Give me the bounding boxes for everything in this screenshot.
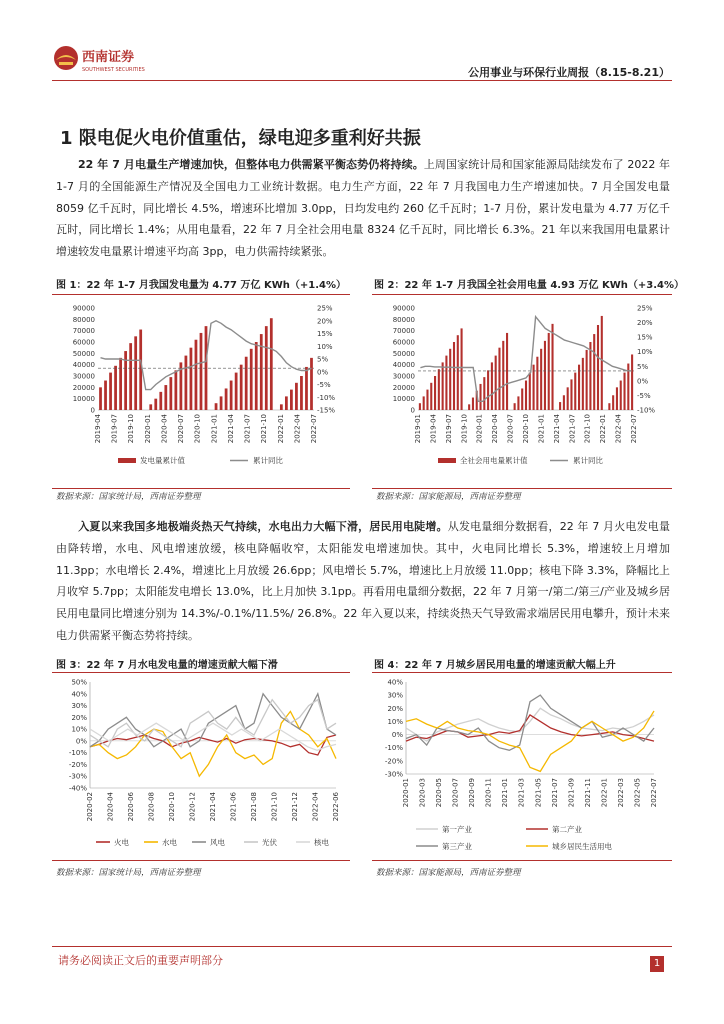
page-number: 1 <box>650 956 664 972</box>
y-tick-label: -30% <box>68 772 87 781</box>
bar <box>164 385 167 410</box>
y-tick-label: 10% <box>71 725 87 734</box>
x-tick-label: 2019-07 <box>444 414 453 444</box>
x-tick-label: 2021-01 <box>537 414 546 444</box>
fig1-bottom-rule <box>52 488 350 489</box>
y-tick-label: 0% <box>75 737 87 746</box>
y2-tick-label: 10% <box>637 348 653 357</box>
bar <box>300 376 303 410</box>
x-tick-label: 2020-04 <box>160 414 169 444</box>
bar <box>563 395 565 410</box>
y-tick-label: 40% <box>387 678 403 687</box>
x-tick-label: 2019-04 <box>94 414 102 444</box>
bar <box>495 356 497 410</box>
x-tick-label: 2020-03 <box>418 778 427 808</box>
bar <box>517 396 519 410</box>
x-tick-label: 2022-04 <box>293 414 302 444</box>
y-tick-label: 40000 <box>392 361 415 370</box>
logo-text: 西南证券 <box>82 50 135 65</box>
y2-tick-label: 20% <box>317 317 333 326</box>
y-tick-label: 0 <box>90 406 95 415</box>
x-tick-label: 2019-04 <box>429 414 438 444</box>
bar <box>149 404 152 410</box>
y2-tick-label: -10% <box>637 406 656 415</box>
paragraph-2 <box>56 516 670 647</box>
x-tick-label: 2021-10 <box>270 792 279 822</box>
bar <box>487 370 489 410</box>
bar <box>536 357 538 410</box>
y2-tick-label: 20% <box>637 319 653 328</box>
x-tick-label: 2021-06 <box>229 792 238 822</box>
y-tick-label: 80000 <box>392 315 415 324</box>
bar <box>442 362 444 410</box>
fig2-rule <box>372 294 672 295</box>
bar <box>445 356 447 410</box>
bar <box>200 333 203 410</box>
y2-tick-label: 15% <box>637 333 653 342</box>
bar <box>290 390 293 410</box>
legend-label-line: 累计同比 <box>573 456 603 465</box>
x-tick-label: 2020-01 <box>475 414 484 444</box>
fig3-source: 数据来源：国家统计局，西南证券整理 <box>56 868 201 878</box>
legend-swatch-bar <box>438 458 456 463</box>
y2-tick-label: 5% <box>317 355 329 364</box>
y-tick-label: -20% <box>68 760 87 769</box>
y-tick-label: 60000 <box>392 338 415 347</box>
bar <box>506 333 508 410</box>
x-tick-label: 2020-07 <box>506 414 515 444</box>
bar <box>521 388 523 410</box>
y2-tick-label: 10% <box>317 342 333 351</box>
y-tick-label: -20% <box>384 757 403 766</box>
x-tick-label: 2022-03 <box>616 778 625 808</box>
legend-label: 火电 <box>114 838 129 847</box>
bar <box>305 367 308 410</box>
bar <box>169 377 172 410</box>
x-tick-label: 2022-01 <box>600 778 609 808</box>
x-tick-label: 2020-10 <box>168 792 176 822</box>
bar <box>310 358 313 410</box>
bar <box>608 403 610 410</box>
bar <box>551 324 553 410</box>
bar <box>280 404 283 410</box>
x-tick-label: 2021-01 <box>210 414 219 444</box>
bar <box>114 366 117 410</box>
x-tick-label: 2020-06 <box>127 792 135 822</box>
y-tick-label: 70000 <box>392 327 415 336</box>
x-tick-label: 2020-11 <box>484 778 493 808</box>
paragraph-1-body: 上周国家统计局和国家能源局陆续发布了 2022 年 1-7 月的全国能源生产情况及全国电力工业统计数据。电力生产方面，22 年 7 月我国电力生产增速加快。7 月全国发电量 8059 亿千瓦时，同比增长 4.5%，增速环比增加 3.0pp，日均发电约 260 亿千瓦时；1-7 月份，累计发电量为 4.77 万亿千瓦时，同比增长 1.4%；从用电量看，22 年 7 月全社会用电量 8324 亿千瓦时，同比增长 6.3%。21 年以来我国用电量累计增速较发电量累计增速平均高 3pp，电力供需持续紧张。 <box>56 158 670 259</box>
bar <box>245 357 248 410</box>
x-tick-label: 2020-01 <box>402 778 410 808</box>
bar <box>453 342 455 410</box>
y-tick-label: -10% <box>384 744 403 753</box>
y-tick-label: 30000 <box>392 372 415 381</box>
fig4-rule <box>372 672 672 673</box>
y-tick-label: 20% <box>387 704 403 713</box>
x-tick-label: 2020-07 <box>451 778 460 808</box>
brand-logo <box>52 40 162 76</box>
x-tick-label: 2021-07 <box>568 414 577 444</box>
bar <box>174 370 177 410</box>
y-tick-label: 0% <box>391 731 403 740</box>
bar <box>154 399 157 410</box>
bar <box>185 356 188 410</box>
bar <box>250 349 253 410</box>
bar <box>295 383 298 410</box>
bar <box>525 381 527 410</box>
fig3-chart <box>52 676 352 858</box>
bar <box>601 316 603 410</box>
series-line <box>90 694 336 747</box>
x-tick-label: 2020-02 <box>86 792 94 822</box>
x-tick-label: 2019-10 <box>127 414 136 444</box>
bar <box>434 376 436 410</box>
bar <box>574 373 576 410</box>
x-tick-label: 2021-07 <box>550 778 559 808</box>
x-tick-label: 2020-10 <box>522 414 530 444</box>
legend-label-bar: 发电量累计值 <box>140 456 185 465</box>
footer-divider <box>52 946 672 947</box>
legend-label: 核电 <box>314 838 329 847</box>
bar <box>438 369 440 410</box>
legend-label: 第三产业 <box>442 842 472 851</box>
y-tick-label: 50% <box>71 678 87 687</box>
x-tick-label: 2022-07 <box>630 414 638 444</box>
legend-label: 城乡居民生活用电 <box>552 842 612 851</box>
x-tick-label: 2020-04 <box>491 414 500 444</box>
y-tick-label: -30% <box>384 770 403 779</box>
bar <box>533 365 535 410</box>
bar <box>240 365 243 410</box>
bar <box>99 387 102 410</box>
bar <box>544 341 546 410</box>
bar <box>426 390 428 410</box>
x-tick-label: 2021-04 <box>209 792 217 822</box>
y-tick-label: 30000 <box>72 372 95 381</box>
bar <box>109 373 112 410</box>
bar <box>195 340 198 410</box>
bar <box>498 348 500 410</box>
paragraph-1 <box>56 154 670 263</box>
footer-notice[interactable]: 请务必阅读正文后的重要声明部分 <box>58 954 223 967</box>
paragraph-2-body: 从发电量细分数据看，22 年 7 月火电发电量由降转增，水电、风电增速放缓，核电降幅收窄，太阳能发电增速加快。其中，火电同比增长 5.3%，增速较上月增加 11.3pp；水电增长 2.4%，增速比上月放缓 26.6pp；风电增长 5.7%，增速比上月放缓 11.0pp；核电下降 3.3%，降幅比上月收窄 5.7pp；太阳能发电增长 13.0%，比上月加快 3.1pp。再看用电量细分数据，22 年 7 月第一/第二/第三/产业及城乡居民用电量同比增速分别为 14.3%/-0.1%/11.5%/ 26.8%。22 年入夏以来，持续炎热天气导致需求端居民用电攀升，预计未来电力供需紧平衡态势将持续。 <box>56 520 671 642</box>
x-tick-label: 2022-01 <box>276 414 285 444</box>
fig4-chart <box>372 676 672 858</box>
y-tick-label: 10000 <box>392 395 415 404</box>
y2-tick-label: 5% <box>637 362 649 371</box>
y2-tick-label: 25% <box>637 304 653 313</box>
x-tick-label: 2020-09 <box>468 778 477 808</box>
x-tick-label: 2021-10 <box>583 414 592 444</box>
x-tick-label: 2022-06 <box>332 792 340 822</box>
legend-label-line: 累计同比 <box>253 456 283 465</box>
legend-label: 第一产业 <box>442 825 472 834</box>
x-tick-label: 2021-12 <box>291 792 299 822</box>
bar <box>529 373 531 410</box>
fig1-source: 数据来源：国家统计局，西南证券整理 <box>56 492 201 502</box>
y-tick-label: 20% <box>71 713 87 722</box>
bar <box>616 387 618 410</box>
fig2-title: 图 2：22 年 1-7 月我国全社会用电量 4.93 万亿 KWh（+3.4%） <box>374 280 684 291</box>
paragraph-2-lead: 入夏以来我国多地极端炎热天气持续，水电出力大幅下滑，居民用电陡增。 <box>78 520 448 533</box>
bar <box>597 325 599 410</box>
bar <box>567 387 569 410</box>
y2-tick-label: 25% <box>317 304 333 313</box>
x-tick-label: 2021-01 <box>501 778 510 808</box>
fig1-title: 图 1：22 年 1-7 月我国发电量为 4.77 万亿 KWh（+1.4%） <box>56 280 346 291</box>
bar <box>230 381 233 410</box>
x-tick-label: 2021-09 <box>567 778 576 808</box>
bar <box>479 384 481 410</box>
y-tick-label: 50000 <box>72 349 95 358</box>
x-tick-label: 2022-07 <box>310 414 318 444</box>
x-tick-label: 2019-10 <box>460 414 469 444</box>
y-tick-label: 90000 <box>72 304 95 313</box>
bar <box>483 377 485 410</box>
bar <box>540 349 542 410</box>
x-tick-label: 2021-05 <box>534 778 543 808</box>
x-tick-label: 2022-07 <box>650 778 658 808</box>
bar <box>623 373 625 410</box>
bar <box>461 328 463 410</box>
y-tick-label: -40% <box>68 784 87 793</box>
x-tick-label: 2020-04 <box>106 792 115 822</box>
y2-tick-label: 0% <box>637 377 649 386</box>
fig4-title: 图 4：22 年 7 月城乡居民用电量的增速贡献大幅上升 <box>374 660 616 671</box>
y-tick-label: 80000 <box>72 315 95 324</box>
x-tick-label: 2021-11 <box>583 778 592 808</box>
bar <box>255 342 258 410</box>
x-tick-label: 2020-10 <box>193 414 202 444</box>
bar <box>620 381 622 410</box>
logo-subtext: SOUTHWEST SECURITIES <box>82 67 145 73</box>
bar <box>612 395 614 410</box>
x-tick-label: 2020-07 <box>177 414 186 444</box>
y2-tick-label: -5% <box>637 391 651 400</box>
bar <box>430 383 432 410</box>
fig3-rule <box>52 672 350 673</box>
y-tick-label: 60000 <box>72 338 95 347</box>
fig3-bottom-rule <box>52 860 350 861</box>
legend-label: 风电 <box>210 838 225 847</box>
legend-swatch-bar <box>118 458 136 463</box>
bar <box>270 318 273 410</box>
x-tick-label: 2020-05 <box>435 778 444 808</box>
header-divider <box>52 80 672 81</box>
y-tick-label: 50000 <box>392 349 415 358</box>
x-tick-label: 2021-08 <box>250 792 258 822</box>
x-tick-label: 2020-12 <box>188 792 197 822</box>
fig3-title: 图 3：22 年 7 月水电发电量的增速贡献大幅下滑 <box>56 660 278 671</box>
fig1-rule <box>52 294 350 295</box>
bar <box>225 388 228 410</box>
x-tick-label: 2022-01 <box>599 414 608 444</box>
x-tick-label: 2021-04 <box>552 414 561 444</box>
bar <box>570 379 572 410</box>
paragraph-1-lead: 22 年 7 月电量生产增速加快，但整体电力供需紧平衡态势仍将持续。 <box>78 158 424 171</box>
series-line <box>90 711 336 776</box>
x-tick-label: 2021-03 <box>517 778 526 808</box>
legend-label: 水电 <box>162 838 177 847</box>
y-tick-label: 10% <box>387 717 403 726</box>
bar <box>457 335 459 410</box>
fig1-chart <box>52 298 352 488</box>
bar <box>134 336 137 410</box>
x-tick-label: 2022-04 <box>311 792 320 822</box>
bar <box>215 403 218 410</box>
x-tick-label: 2021-07 <box>243 414 252 444</box>
bar <box>593 334 595 410</box>
section-title: 1 限电促火电价值重估，绿电迎多重利好共振 <box>60 128 421 149</box>
fig4-bottom-rule <box>372 860 672 861</box>
bar <box>419 403 421 410</box>
x-tick-label: 2022-04 <box>614 414 623 444</box>
bar <box>491 362 493 410</box>
y-tick-label: 10000 <box>72 395 95 404</box>
bar <box>235 373 238 410</box>
bar <box>578 365 580 410</box>
x-tick-label: 2021-04 <box>226 414 235 444</box>
y-tick-label: 20000 <box>72 383 95 392</box>
bar <box>559 402 561 410</box>
y2-tick-label: -15% <box>317 406 336 415</box>
y2-tick-label: -5% <box>317 381 331 389</box>
x-tick-label: 2020-08 <box>147 792 156 822</box>
bar <box>468 404 470 410</box>
bar <box>104 381 107 410</box>
legend-label-bar: 全社会用电量累计值 <box>460 456 528 465</box>
y-tick-label: 40% <box>71 690 87 699</box>
y-tick-label: 40000 <box>72 361 95 370</box>
fig2-source: 数据来源：国家能源局，西南证券整理 <box>376 492 521 502</box>
bar <box>582 358 584 410</box>
fig4-source: 数据来源：国家能源局，西南证券整理 <box>376 868 521 878</box>
bar <box>514 403 516 410</box>
bar <box>631 354 633 410</box>
y-tick-label: 20000 <box>392 383 415 392</box>
x-tick-label: 2021-10 <box>260 414 269 444</box>
bar <box>423 396 425 410</box>
bar <box>119 358 122 410</box>
report-title: 公用事业与环保行业周报（8.15-8.21） <box>468 66 670 79</box>
y-tick-label: 70000 <box>72 327 95 336</box>
y-tick-label: 30% <box>387 691 403 700</box>
y2-tick-label: -10% <box>317 393 336 402</box>
bar <box>129 343 132 410</box>
bar <box>220 396 223 410</box>
bar <box>190 348 193 410</box>
fig2-bottom-rule <box>372 488 672 489</box>
series-line <box>90 735 336 755</box>
logo-emblem <box>54 46 78 70</box>
y-tick-label: 0 <box>410 406 415 415</box>
y2-tick-label: 0% <box>317 368 329 377</box>
bar <box>159 392 162 410</box>
bar <box>548 333 550 410</box>
bar <box>502 341 504 410</box>
x-tick-label: 2019-07 <box>110 414 119 444</box>
legend-label: 第二产业 <box>552 825 582 834</box>
x-tick-label: 2019-01 <box>414 414 422 444</box>
bar <box>589 342 591 410</box>
legend-label: 光伏 <box>262 838 277 847</box>
y-tick-label: -10% <box>68 749 87 758</box>
bar <box>285 396 288 410</box>
y2-tick-label: 15% <box>317 330 333 338</box>
bar <box>472 398 474 410</box>
y-tick-label: 90000 <box>392 304 415 313</box>
series-line <box>406 695 654 750</box>
fig2-chart <box>372 298 672 488</box>
series-line <box>406 711 654 772</box>
bar <box>449 349 451 410</box>
x-tick-label: 2020-01 <box>143 414 152 444</box>
bar <box>586 350 588 410</box>
y-tick-label: 30% <box>71 702 87 711</box>
x-tick-label: 2022-05 <box>633 778 642 808</box>
